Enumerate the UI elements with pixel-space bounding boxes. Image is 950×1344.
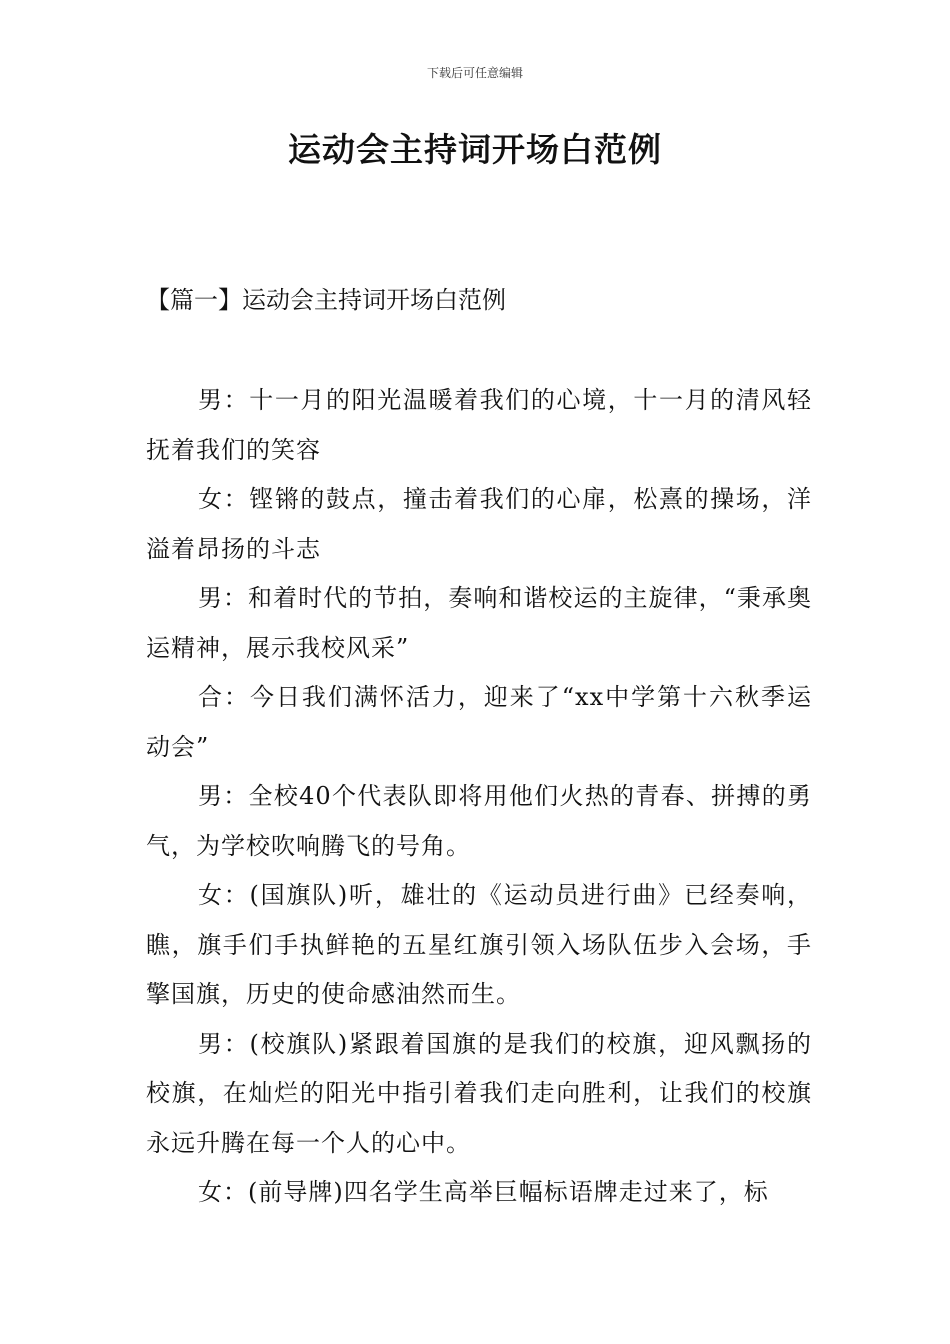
document-title: 运动会主持词开场白范例 [288,130,662,169]
paragraph-7: 男：(校旗队)紧跟着国旗的是我们的校旗，迎风飘扬的校旗，在灿烂的阳光中指引着我们走向胜利，让我们的校旗永远升腾在每一个人的心中。 [146,1029,812,1157]
page-header-note: 下载后可任意编辑 [426,66,523,80]
paragraph-1: 男：十一月的阳光温暖着我们的心境，十一月的清风轻抚着我们的笑容 [146,386,812,464]
paragraph-6: 女：(国旗队)听，雄壮的《运动员进行曲》已经奏响，瞧，旗手们手执鲜艳的五星红旗引领入场队伍步入会场，手擎国旗，历史的使命感油然而生。 [146,881,812,1008]
paragraph-5: 男：全校40个代表队即将用他们火热的青春、拼搏的勇气，为学校吹响腾飞的号角。 [146,782,812,860]
section-heading: 【篇一】运动会主持词开场白范例 [146,286,506,314]
paragraph-2: 女：铿锵的鼓点，撞击着我们的心扉，松熹的操场，洋溢着昂扬的斗志 [146,485,812,563]
paragraph-3: 男：和着时代的节拍，奏响和谐校运的主旋律，“秉承奥运精神，展示我校风采” [146,584,812,662]
paragraph-4: 合：今日我们满怀活力，迎来了“xx中学第十六秋季运动会” [146,683,812,761]
document-body [146,376,812,1218]
paragraph-8: 女：(前导牌)四名学生高举巨幅标语牌走过来了，标 [198,1178,769,1206]
